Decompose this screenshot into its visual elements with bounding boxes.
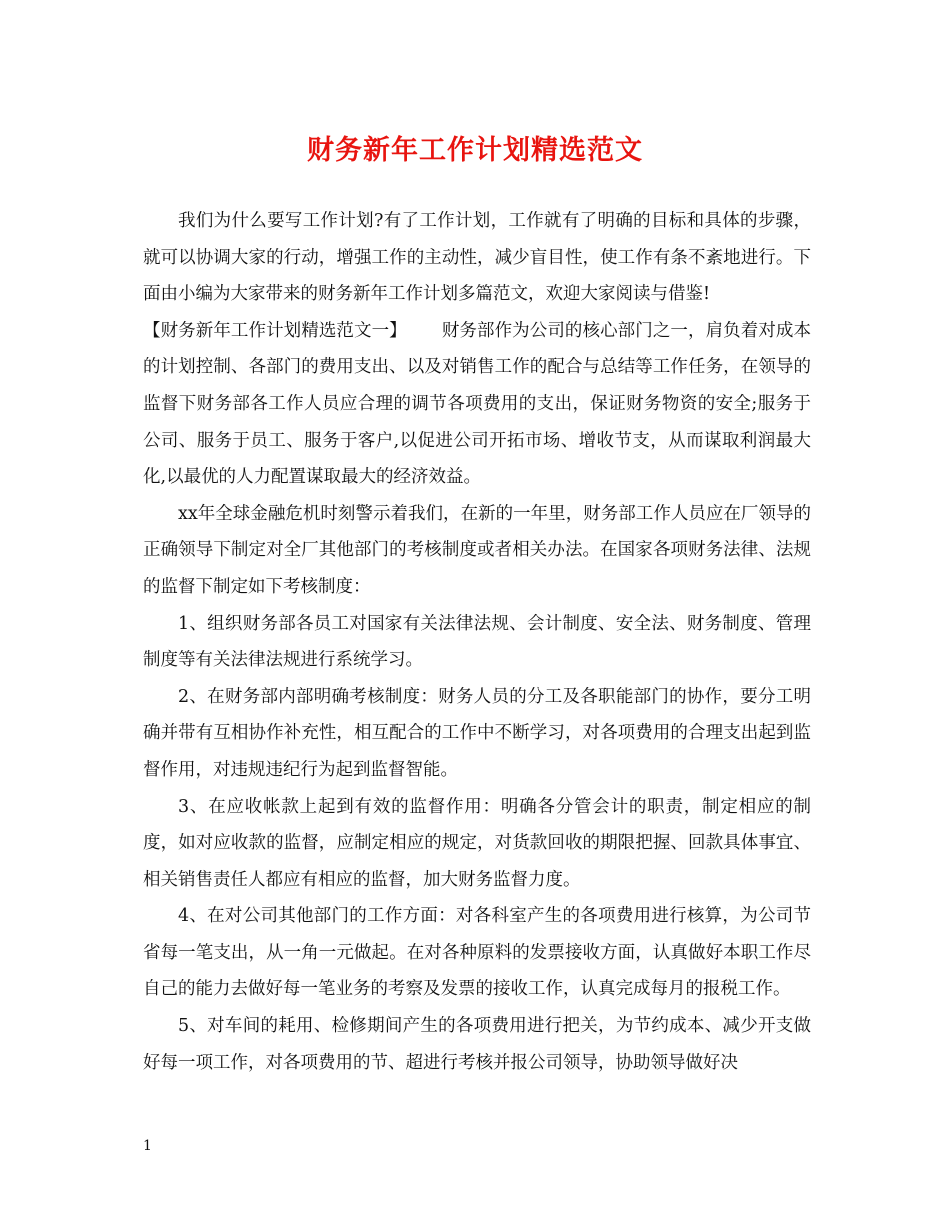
paragraph-5: 4、在对公司其他部门的工作方面：对各科室产生的各项费用进行核算，为公司节省每一笔支出，从一角一元做起。在对各种原料的发票接收方面，认真做好本职工作尽自己的能力去做好每一笔业务的考察及发票的接收工作，认真完成每月的报税工作。 xyxy=(143,906,811,1000)
document-body xyxy=(143,203,811,1081)
section-text: 财务部作为公司的核心部门之一，肩负着对成本的计划控制、各部门的费用支出、以及对销售工作的配合与总结等工作任务，在领导的监督下财务部各工作人员应合理的调节各项费用的支出，保证财务物资的安全;服务于公司、服务于员工、服务于客户,以促进公司开拓市场、增收节支，从而谋取利润最大化,以最优的人力配置谋取最大的经济效益。 xyxy=(143,320,811,488)
document-title: 财务新年工作计划精选范文 xyxy=(307,135,643,166)
intro-paragraph: 我们为什么要写工作计划?有了工作计划，工作就有了明确的目标和具体的步骤，就可以协调大家的行动，增强工作的主动性，减少盲目性，使工作有条不紊地进行。下面由小编为大家带来的财务新年工作计划多篇范文，欢迎大家阅读与借鉴! xyxy=(143,211,811,305)
section-paragraph xyxy=(143,313,811,496)
paragraph-2: 1、组织财务部各员工对国家有关法律法规、会计制度、安全法、财务制度、管理制度等有关法律法规进行系统学习。 xyxy=(143,613,811,671)
page-number: 1 xyxy=(143,1138,152,1154)
paragraph-3: 2、在财务部内部明确考核制度：财务人员的分工及各职能部门的协作，要分工明确并带有互相协作补充性，相互配合的工作中不断学习，对各项费用的合理支出起到监督作用，对违规违纪行为起到监督智能。 xyxy=(143,686,811,780)
paragraph-1: xx年全球金融危机时刻警示着我们，在新的一年里，财务部工作人员应在厂领导的正确领导下制定对全厂其他部门的考核制度或者相关办法。在国家各项财务法律、法规的监督下制定如下考核制度： xyxy=(143,503,811,597)
paragraph-6: 5、对车间的耗用、检修期间产生的各项费用进行把关，为节约成本、减少开支做好每一项工作，对各项费用的节、超进行考核并报公司领导，协助领导做好决 xyxy=(143,1016,811,1073)
paragraph-4: 3、在应收帐款上起到有效的监督作用：明确各分管会计的职责，制定相应的制度，如对应收款的监督，应制定相应的规定，对货款回收的期限把握、回款具体事宜、相关销售责任人都应有相应的监督，加大财务监督力度。 xyxy=(143,796,811,890)
section-heading: 【财务新年工作计划精选范文一】 xyxy=(143,320,407,341)
